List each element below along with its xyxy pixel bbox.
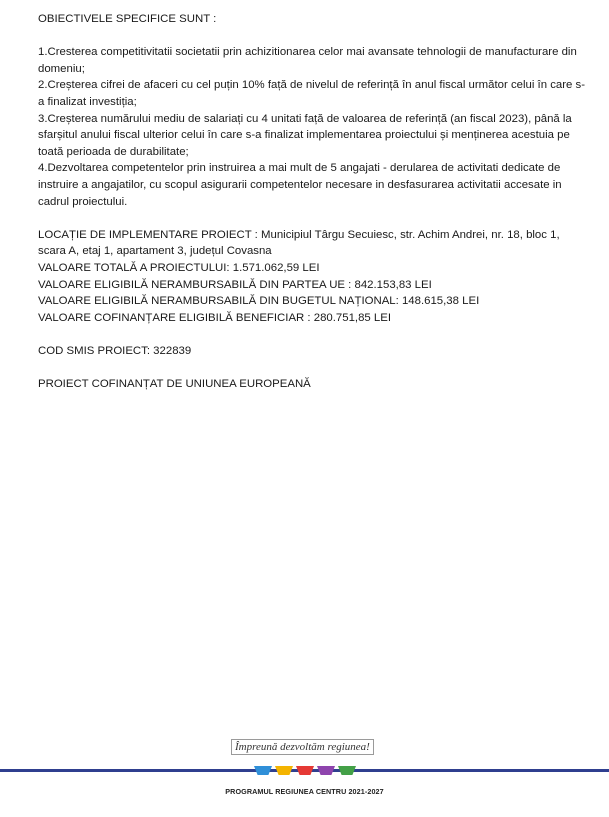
smis-code: COD SMIS PROIECT: 322839 (38, 344, 192, 357)
objective-3: 3.Creșterea numărului mediu de salariați cu 4 unitati față de valoarea de referință (an fiscal 2023), până la sfarșitul anului fiscal ulterior celui în care s-a finalizat implementarea proiectului și menținerea acestuia pe toată perioada de durabilitate; (38, 112, 572, 158)
objectives-heading: OBIECTIVELE SPECIFICE SUNT : (38, 13, 217, 25)
spacer (38, 359, 586, 376)
spacer (38, 210, 586, 227)
cofinanced-statement: PROIECT COFINANȚAT DE UNIUNEA EUROPEANĂ (38, 378, 311, 391)
implementation-location: LOCAȚIE DE IMPLEMENTARE PROIECT : Municipiul Târgu Secuiesc, str. Achim Andrei, nr. 18, bloc 1, scara A, etaj 1, apartament 3, județul Covasna (38, 228, 560, 258)
objective-2: 2.Creșterea cifrei de afaceri cu cel puțin 10% față de nivelul de referință în anul fiscal următor celui în care s-a finalizat investiția; (38, 79, 586, 108)
spacer (38, 28, 586, 45)
program-name: PROGRAMUL REGIUNEA CENTRU 2021-2027 (225, 787, 384, 796)
slogan-box: Împreună dezvoltăm regiunea! (231, 739, 374, 755)
color-strip-segment (254, 766, 272, 775)
spacer (38, 326, 586, 343)
color-strip-segment (275, 766, 293, 775)
document-body (38, 11, 586, 393)
cofinancing-value: VALOARE COFINANȚARE ELIGIBILĂ BENEFICIAR : 280.751,85 LEI (38, 311, 392, 324)
total-value: VALOARE TOTALĂ A PROIECTULUI: 1.571.062,59 LEI (38, 261, 320, 274)
color-strip-segment (296, 766, 314, 775)
objective-1: 1.Cresterea competitivitatii societatii prin achizitionarea celor mai avansate tehnologii de manufacturare din domeniu; (38, 46, 577, 75)
eu-value: VALOARE ELIGIBILĂ NERAMBURSABILĂ DIN PARTEA UE : 842.153,83 LEI (38, 278, 432, 291)
objective-4: 4.Dezvoltarea competentelor prin instruirea a mai mult de 5 angajati - derularea de activitati dedicate de instruire a angajatilor, cu scopul asigurarii competentelor necesare in desfasurarea activitatii accesate in cadrul proiectului. (38, 162, 562, 208)
national-value: VALOARE ELIGIBILĂ NERAMBURSABILĂ DIN BUGETUL NAȚIONAL: 148.615,38 LEI (38, 295, 480, 308)
color-strip-segment (317, 766, 335, 775)
color-strip-segment (338, 766, 356, 775)
